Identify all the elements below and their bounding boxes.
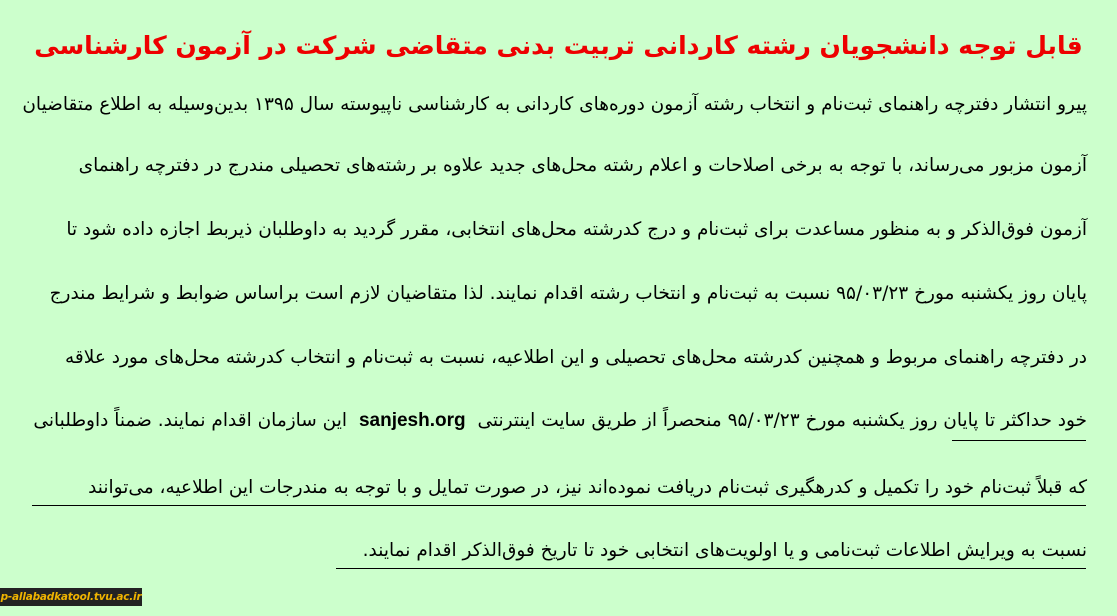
body-line-6-part-2: این سازمان اقدام نمایند. ضمناً داوطلبانی	[33, 410, 348, 431]
body-line-3: آزمون فوق‌الذکر و به منظور مساعدت برای ثبت‌نام و درج کدرشته محل‌های انتخابی، مقرر گردید به داوطلبان ذیربط اجازه داده شود تا	[66, 219, 1087, 240]
body-line-5: در دفترچه راهنمای مربوط و همچنین کدرشته محل‌های تحصیلی و این اطلاعیه، نسبت به ثبت‌نام و انتخاب کدرشته محل‌های مورد علاقه	[65, 347, 1087, 368]
underline-line-6	[952, 440, 1086, 441]
underline-line-7	[32, 505, 1086, 506]
body-line-2: آزمون مزبور می‌رساند، با توجه به برخی اصلاحات و اعلام رشته محل‌های جدید علاوه بر رشته‌های تحصیلی مندرج در دفترچه راهنمای	[78, 155, 1087, 176]
body-line-7: که قبلاً ثبت‌نام خود را تکمیل و کدرهگیری ثبت‌نام دریافت نموده‌اند نیز، در صورت تمایل و با توجه به مندرجات این اطلاعیه، می‌توانند	[88, 477, 1087, 498]
body-line-6-part-1: خود حداکثر تا پایان روز یکشنبه مورخ ۹۵/۰۳/۲۳ منحصراً از طریق سایت اینترنتی	[477, 410, 1087, 431]
website-link[interactable]: sanjesh.org	[358, 410, 466, 431]
body-line-4: پایان روز یکشنبه مورخ ۹۵/۰۳/۲۳ نسبت به ثبت‌نام و انتخاب رشته اقدام نمایند. لذا متقاضیان لازم است براساس ضوابط و شرایط مندرج	[49, 283, 1087, 304]
body-line-8: نسبت به ویرایش اطلاعات ثبت‌نامی و یا اولویت‌های انتخابی خود تا تاریخ فوق‌الذکر اقدام نمایند.	[362, 540, 1087, 561]
body-line-6	[27, 406, 1087, 436]
site-watermark: p-allabadkatool.tvu.ac.ir	[0, 588, 142, 606]
notice-title: قابل توجه دانشجویان رشته کاردانی تربیت بدنی متقاضی شرکت در آزمون کارشناسی	[34, 31, 1083, 60]
underline-line-8	[336, 568, 1086, 569]
body-line-1: پیرو انتشار دفترچه راهنمای ثبت‌نام و انتخاب رشته آزمون دوره‌های کاردانی به کارشناسی ناپیوسته سال ۱۳۹۵ بدین‌وسیله به اطلاع متقاضیان	[22, 94, 1087, 115]
